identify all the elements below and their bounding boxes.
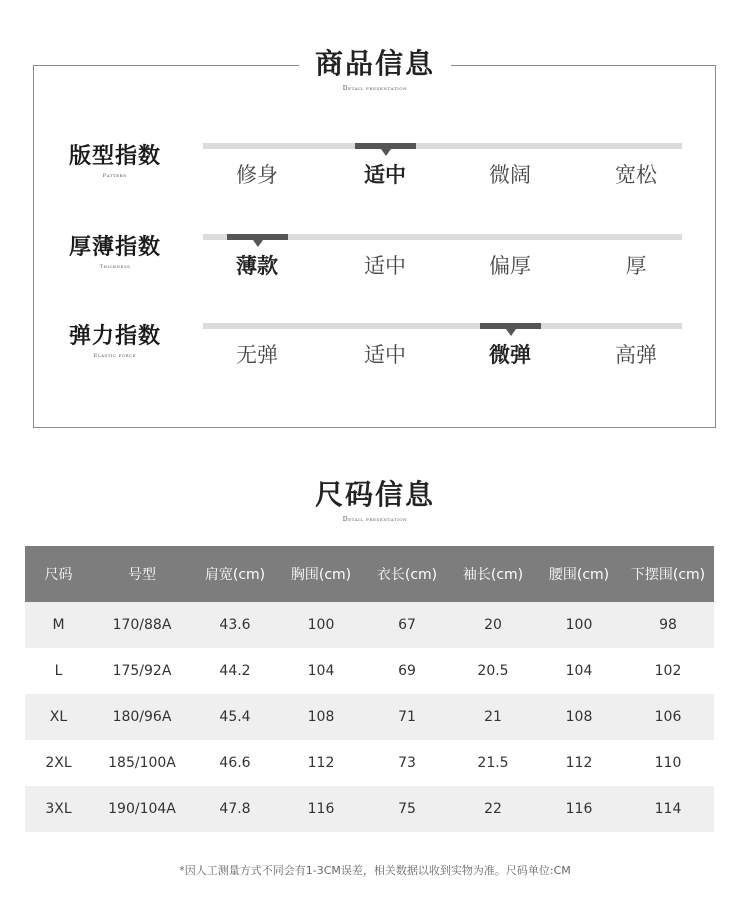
index-label-text: 版型指数 xyxy=(68,144,161,169)
table-cell: 100 xyxy=(536,602,622,648)
table-cell: 98 xyxy=(622,602,714,648)
index-row-elastic xyxy=(0,320,750,380)
table-row xyxy=(25,648,714,694)
table-cell: 104 xyxy=(278,648,364,694)
size-table-header-row xyxy=(25,546,714,602)
table-cell: 20 xyxy=(450,602,536,648)
table-cell: 75 xyxy=(364,786,450,832)
table-cell: 45.4 xyxy=(192,694,278,740)
index-row-pattern xyxy=(0,140,750,200)
table-row xyxy=(25,786,714,832)
table-cell: 170/88A xyxy=(92,602,192,648)
index-option: 适中 xyxy=(364,163,406,187)
table-cell: 44.2 xyxy=(192,648,278,694)
size-info-heading xyxy=(0,478,750,525)
size-info-title: 尺码信息 xyxy=(314,478,435,511)
index-label-sub: Pattern xyxy=(102,173,128,179)
table-cell: 21 xyxy=(450,694,536,740)
size-table-header: 腰围(cm) xyxy=(536,546,622,602)
table-cell: 110 xyxy=(622,740,714,786)
table-cell: 112 xyxy=(536,740,622,786)
index-track xyxy=(203,234,682,240)
table-cell: 190/104A xyxy=(92,786,192,832)
index-marker xyxy=(480,323,541,329)
index-option: 微阔 xyxy=(489,163,531,187)
table-row xyxy=(25,602,714,648)
table-cell: 102 xyxy=(622,648,714,694)
table-cell: 185/100A xyxy=(92,740,192,786)
table-cell: 22 xyxy=(450,786,536,832)
table-cell: 43.6 xyxy=(192,602,278,648)
table-row xyxy=(25,740,714,786)
index-row-thickness xyxy=(0,231,750,291)
index-label-text: 弹力指数 xyxy=(68,324,161,349)
table-cell: L xyxy=(25,648,92,694)
product-info-title: 商品信息 xyxy=(314,47,435,80)
table-cell: M xyxy=(25,602,92,648)
index-label-pattern xyxy=(55,144,175,179)
table-cell: 116 xyxy=(536,786,622,832)
size-table-header: 下摆围(cm) xyxy=(622,546,714,602)
product-info-heading xyxy=(0,47,750,94)
index-option: 适中 xyxy=(364,343,406,367)
index-label-elastic xyxy=(55,324,175,359)
table-cell: 73 xyxy=(364,740,450,786)
table-cell: 114 xyxy=(622,786,714,832)
table-cell: 71 xyxy=(364,694,450,740)
size-info-subtitle: Detail presentation xyxy=(342,516,408,523)
index-option: 适中 xyxy=(364,254,406,278)
size-table-header: 号型 xyxy=(92,546,192,602)
index-option: 薄款 xyxy=(236,254,278,278)
index-option: 高弹 xyxy=(615,343,657,367)
size-table-header: 胸围(cm) xyxy=(278,546,364,602)
index-option: 无弹 xyxy=(236,343,278,367)
product-info-subtitle: Detail presentation xyxy=(342,85,408,92)
table-cell: 116 xyxy=(278,786,364,832)
table-cell: 108 xyxy=(278,694,364,740)
table-cell: 47.8 xyxy=(192,786,278,832)
table-cell: 46.6 xyxy=(192,740,278,786)
table-cell: 108 xyxy=(536,694,622,740)
table-cell: 21.5 xyxy=(450,740,536,786)
index-marker xyxy=(355,143,416,149)
size-table-header: 衣长(cm) xyxy=(364,546,450,602)
table-cell: 100 xyxy=(278,602,364,648)
table-cell: 2XL xyxy=(25,740,92,786)
table-cell: 20.5 xyxy=(450,648,536,694)
table-cell: XL xyxy=(25,694,92,740)
footnote: *因人工测量方式不同会有1-3CM误差，相关数据以收到实物为准。尺码单位:CM xyxy=(179,864,571,877)
table-cell: 104 xyxy=(536,648,622,694)
size-table-header: 肩宽(cm) xyxy=(192,546,278,602)
table-cell: 69 xyxy=(364,648,450,694)
index-option: 厚 xyxy=(625,254,647,278)
index-track xyxy=(203,143,682,149)
size-table-header: 尺码 xyxy=(25,546,92,602)
index-label-sub: Thickness xyxy=(99,264,131,270)
index-marker xyxy=(227,234,288,240)
table-cell: 112 xyxy=(278,740,364,786)
index-label-text: 厚薄指数 xyxy=(68,235,161,260)
index-option: 宽松 xyxy=(615,163,657,187)
index-option: 微弹 xyxy=(489,343,531,367)
table-cell: 180/96A xyxy=(92,694,192,740)
table-cell: 3XL xyxy=(25,786,92,832)
index-track xyxy=(203,323,682,329)
index-label-thickness xyxy=(55,235,175,270)
table-cell: 175/92A xyxy=(92,648,192,694)
table-row xyxy=(25,694,714,740)
index-option: 偏厚 xyxy=(489,254,531,278)
index-label-sub: Elastic force xyxy=(93,353,137,359)
table-cell: 67 xyxy=(364,602,450,648)
table-cell: 106 xyxy=(622,694,714,740)
size-table-header: 袖长(cm) xyxy=(450,546,536,602)
size-table xyxy=(25,546,714,832)
index-option: 修身 xyxy=(236,163,278,187)
